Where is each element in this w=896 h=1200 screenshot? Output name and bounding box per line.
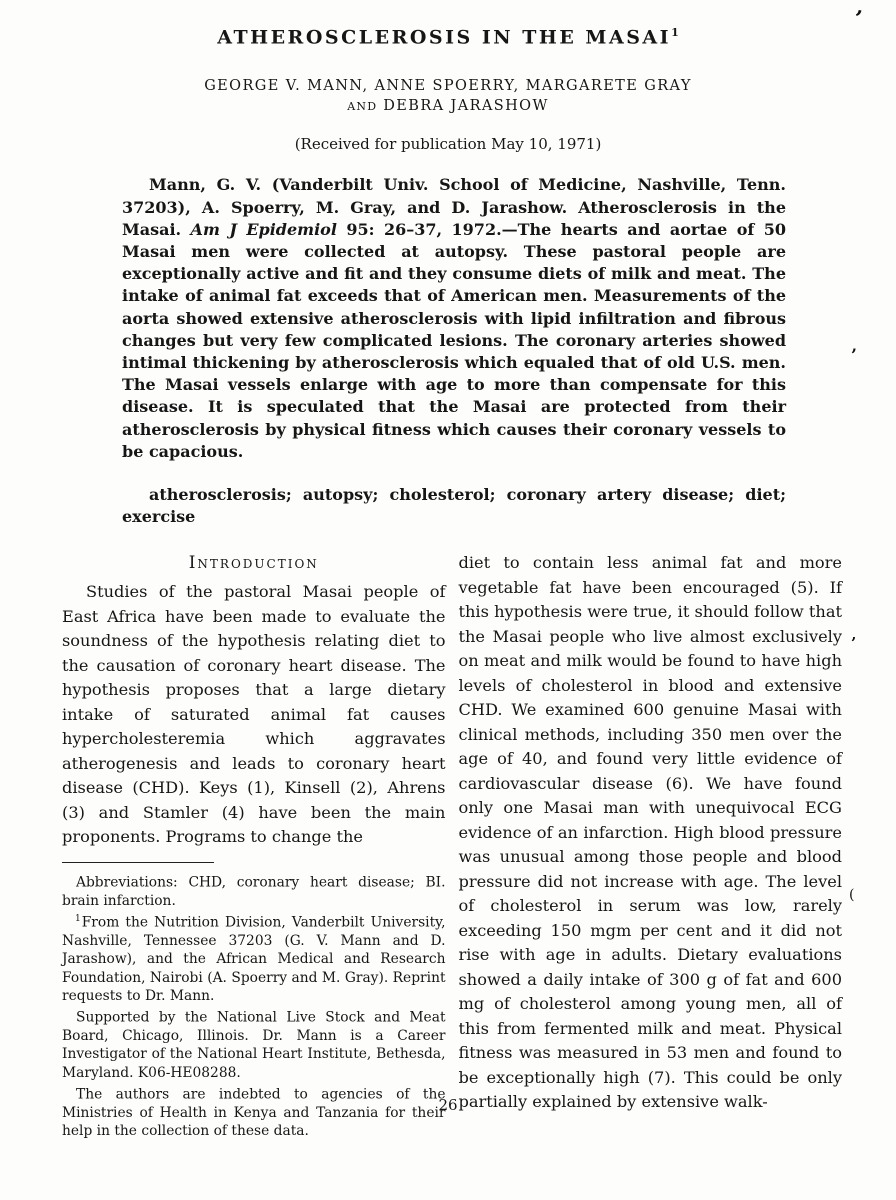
scan-artifact: ’ (851, 5, 864, 33)
footnote-text: From the Nutrition Division, Vanderbilt University, Nashville, Tennessee 37203 (G. V. Mann and D. Jarashow), and the African Medical and Research Foundation, Nairobi (A. Spoerry and M. Gray). Reprint requests to Dr. Mann. (62, 914, 446, 1004)
scan-artifact: ’ (851, 634, 857, 652)
authors-line-2 (0, 98, 896, 114)
footnote-text: Supported by the National Live Stock and Meat Board, Chicago, Illinois. Dr. Mann is a Career Investigator of the National Heart Institute, Bethesda, Maryland. K06-HE08288. (62, 1009, 446, 1081)
title-footnote-marker: 1 (671, 26, 679, 39)
section-heading-introduction: Introduction (188, 553, 319, 574)
intro-paragraph: Studies of the pastoral Masai people of East Africa have been made to evaluate the soundness of the hypothesis relating diet to the causation of coronary heart disease. The hypothesis proposes that a large dietary intake of saturated animal fat causes hypercholesteremia which aggravates atherogenesis and leads to coronary heart disease (CHD). Keys (1), Kinsell (2), Ahrens (3) and Stamler (4) have been the main proponents. Programs to change the (62, 582, 446, 847)
title-text: ATHEROSCLEROSIS IN THE MASAI (217, 26, 672, 49)
footnote-rule (62, 862, 214, 863)
scan-artifact: ( (849, 887, 855, 903)
abstract-block (122, 174, 786, 528)
continuation-paragraph: diet to contain less animal fat and more vegetable fat have been encouraged (5). If this hypothesis were true, it should follow that the Masai people who live almost exclusively on meat and milk would be found to have high levels of cholesterol in blood and extensive CHD. We examined 600 genuine Masai with clinical methods, including 350 men over the age of 40, and found very little evidence of cardiovascular disease (6). We have found only one Masai man with unequivocal ECG evidence of an infarction. High blood pressure was unusual among those people and blood pressure did not increase with age. The level of cholesterol in serum was low, rarely exceeding 150 mgm per cent and it did not rise with age in adults. Dietary evaluations showed a daily intake of 300 g of fat and 600 mg of cholesterol among young men, all of this from fermented milk and meat. Physical fitness was measured in 53 men and found to be exceptionally high (7). This could be only partially explained by extensive walk- (458, 553, 842, 1112)
two-column-body (62, 551, 842, 1140)
keywords-line: atherosclerosis; autopsy; cholesterol; coronary artery disease; diet; exercise (122, 484, 786, 527)
footnote-affiliation (62, 910, 446, 1005)
right-column (459, 551, 843, 1140)
abstract-part1: Mann, G. V. (Vanderbilt Univ. School of Medicine, Nashville, Tenn. 37203), A. Spoerry, M. Gray, and D. Jarashow. Atherosclerosis in the Masai. (122, 175, 786, 239)
footnote-abbreviations (62, 870, 446, 910)
footnote-text: The authors are indebted to agencies of the Ministries of Health in Kenya and Tanzania for their help in the collection of these data. (62, 1086, 446, 1140)
page-title (0, 26, 896, 48)
article-header (0, 0, 896, 153)
journal-citation: Am J Epidemiol (190, 219, 337, 239)
received-date: (Received for publication May 10, 1971) (294, 135, 602, 154)
abstract-part2: 95: 26–37, 1972.—The hearts and aortae of 50 Masai men were collected at autopsy. These pastoral people are exceptionally active and fit and they consume diets of milk and meat. The intake of animal fat exceeds that of American men. Measurements of the aorta showed extensive atherosclerosis with lipid infiltration and fibrous changes but very few complicated lesions. The coronary arteries showed intimal thickening by atherosclerosis which equaled that of old U.S. men. The Masai vessels enlarge with age to more than compensate for this disease. It is speculated that the Masai are protected from their atherosclerosis by physical fitness which causes their coronary vessels to be capacious. (122, 219, 787, 461)
footnote-text: Abbreviations: CHD, coronary heart disease; BI. brain infarction. (62, 874, 446, 909)
author-name: DEBRA JARASHOW (383, 98, 549, 115)
page-number: 26 (438, 1096, 458, 1114)
left-column (62, 551, 446, 1140)
authors-line-1: GEORGE V. MANN, ANNE SPOERRY, MARGARETE GRAY (204, 78, 692, 95)
authors-and: AND (347, 100, 378, 114)
footnote-support (62, 1005, 446, 1082)
footnote-marker: 1 (75, 914, 81, 925)
abstract-paragraph (122, 174, 786, 463)
scan-artifact: ’ (851, 346, 857, 366)
